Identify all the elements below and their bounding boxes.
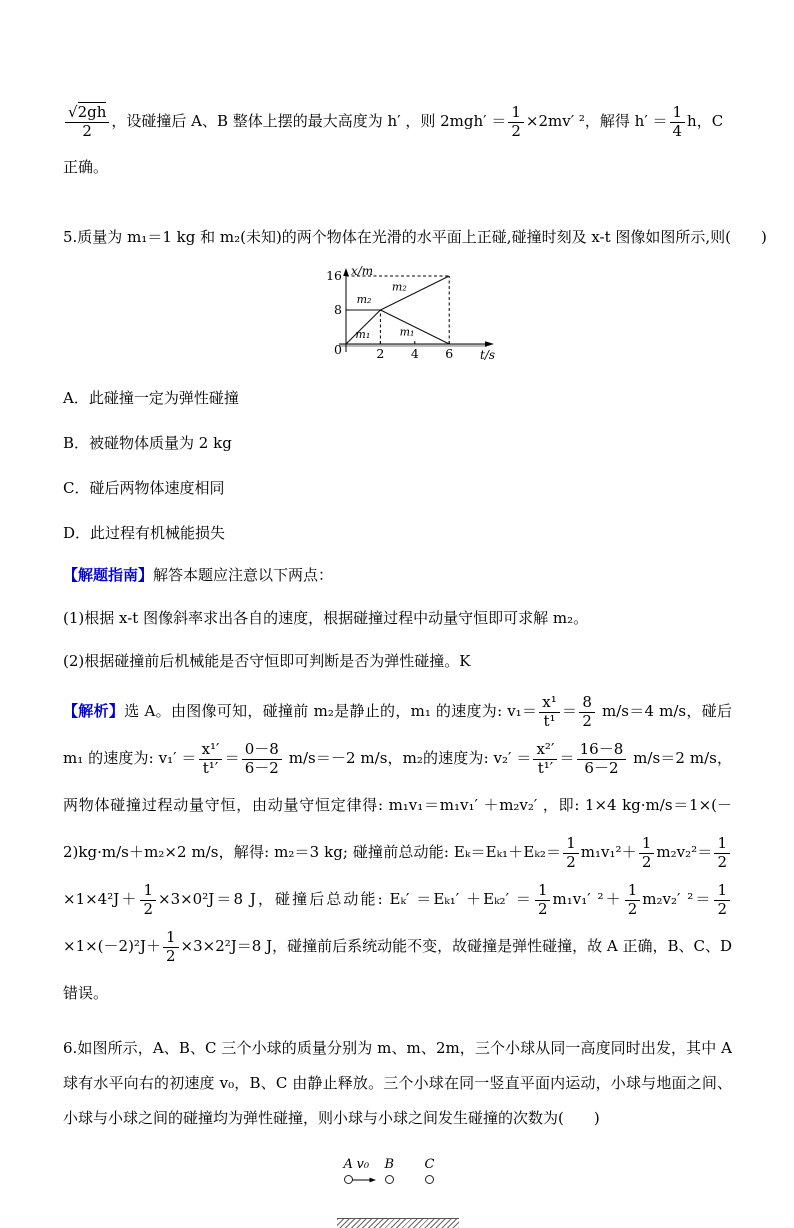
svg-text:m₁: m₁ xyxy=(354,328,370,342)
ground-hatch xyxy=(337,1218,459,1228)
guide-label: 【解题指南】 xyxy=(63,566,154,584)
q5-figure xyxy=(63,262,732,364)
guide-point-1: (1)根据 x-t 图像斜率求出各自的速度，根据碰撞过程中动量守恒即可求解 m₂。 xyxy=(63,609,589,627)
question-6-stem: 6.如图所示，A、B、C 三个小球的质量分别为 m、m、2m，三个小球从同一高度同时出发，其中 A 球有水平向右的初速度 v₀，B、C 由静止释放。三个小球在同一竖直平面内运动，小球与地面之间、小球与小球之间的碰撞均为弹性碰撞，则小球与小球之间发生碰撞的次数为( ) xyxy=(63,1039,732,1127)
ball-a-label: A xyxy=(343,1157,353,1172)
option-b: B．被碰物体质量为 2 kg xyxy=(63,434,232,452)
svg-text:6: 6 xyxy=(444,346,453,361)
option-c: C．碰后两物体速度相同 xyxy=(63,479,225,497)
ball-b xyxy=(385,1175,394,1184)
analysis-paragraph: 【解析】选 A。由图像可知，碰撞前 m₂是静止的，m₁ 的速度为: v₁＝ $\frac{\text{x¹}}{\text{t¹}}$ ＝ $\frac{8}{2}$ m/s＝4 m/s，碰后 m₁ 的速度为: v₁′ ＝ $\frac{\text{x¹′}}{\text{t¹′}}$ ＝ $\frac{0-8}{6-2}$ m/s＝－2 m/s，m₂的速度为: v₂′ ＝ $\frac{\text{x²′}}{\text{t¹′}}$ ＝ $\frac{16-8}{6-2}$ m/s＝2 m/s，两物体碰撞过程动量守恒，由动量守恒定律得: m₁v₁＝m₁v₁′ ＋m₂v₂′ ，即: 1×4 kg·m/s＝1×(－2)kg·m/s＋m₂×2 m/s，解得: m₂＝3 kg; 碰撞前总动能: Eₖ＝Eₖ₁＋Eₖ₂＝ $\frac{1}{2}$ m₁v₁²＋ $\frac{1}{2}$ m₂v₂²＝ $\frac{1}{2}$ ×1×4²J＋ $\frac{1}{2}$ ×3×0²J＝8 J，碰撞后总动能: Eₖ′ ＝Eₖ₁′ ＋Eₖ₂′ ＝ $\frac{1}{2}$ m₁v₁′ ²＋ $\frac{1}{2}$ m₂v₂′ ²＝ $\frac{1}{2}$ ×1×(－2)²J＋ $\frac{1}{2}$ ×3×2²J＝8 J，碰撞前后系统动能不变，故碰撞是弹性碰撞，故 A 正确，B、C、D 错误。 xyxy=(63,693,732,1002)
intro-paragraph: $\frac{√2gh}{2}$ ，设碰撞后 A、B 整体上摆的最大高度为 h′ ，则 2mgh′ ＝ $\frac{1}{2}$ ×2mv′ ²，解得 h′ ＝ $\frac{1}{4}$ h，C 正确。 xyxy=(63,103,724,176)
q6-figure xyxy=(340,1157,460,1190)
option-d: D．此过程有机械能损失 xyxy=(63,524,226,542)
guide-heading xyxy=(63,564,732,586)
v0-label: v₀ xyxy=(356,1157,370,1172)
svg-text:x/m: x/m xyxy=(350,264,373,278)
svg-text:m₂: m₂ xyxy=(391,280,407,294)
svg-text:8: 8 xyxy=(333,302,342,317)
ball-b-label: B xyxy=(384,1157,395,1172)
question-5-stem: 5.质量为 m₁＝1 kg 和 m₂(未知)的两个物体在光滑的水平面上正碰,碰撞时刻及 x-t 图像如图所示,则( ) xyxy=(63,228,767,246)
guide-point-2: (2)根据碰撞前后机械能是否守恒即可判断是否为弹性碰撞。K xyxy=(63,652,471,670)
svg-text:16: 16 xyxy=(325,268,342,283)
svg-text:2: 2 xyxy=(375,346,384,361)
xt-graph xyxy=(324,262,504,364)
ball-c xyxy=(425,1175,434,1184)
guide-heading-text: 解答本题应注意以下两点： xyxy=(153,566,334,584)
option-a: A．此碰撞一定为弹性碰撞 xyxy=(63,389,239,407)
svg-text:4: 4 xyxy=(410,346,419,361)
svg-text:0: 0 xyxy=(333,342,342,357)
svg-text:m₂: m₂ xyxy=(356,293,371,307)
ball-c-label: C xyxy=(424,1157,435,1172)
svg-text:t/s: t/s xyxy=(479,348,495,362)
velocity-arrow-icon xyxy=(351,1176,377,1184)
svg-text:m₁: m₁ xyxy=(399,325,414,339)
